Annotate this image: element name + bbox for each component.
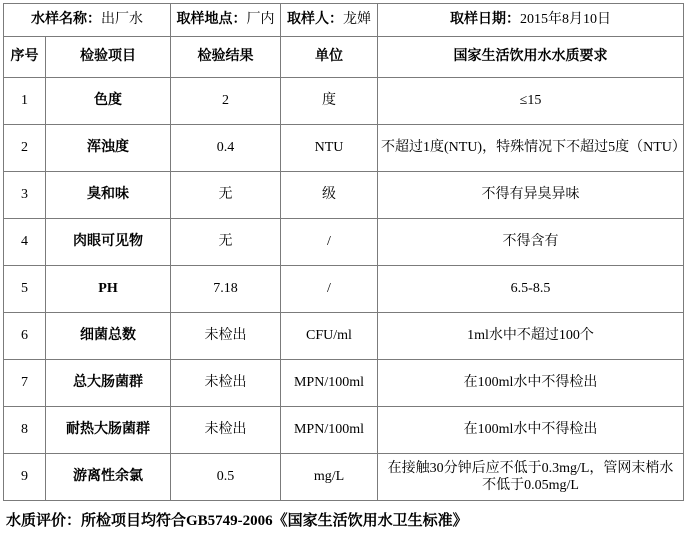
sample-name-value: 出厂水 xyxy=(101,12,143,28)
cell-unit: MPN/100ml xyxy=(281,360,378,407)
cell-result: 无 xyxy=(171,219,281,266)
cell-index: 5 xyxy=(4,266,46,313)
cell-result: 未检出 xyxy=(171,407,281,454)
cell-unit: / xyxy=(281,219,378,266)
cell-index: 9 xyxy=(4,454,46,501)
table-row xyxy=(4,313,684,360)
header-info-row xyxy=(4,4,684,37)
table-row xyxy=(4,219,684,266)
column-header-index: 序号 xyxy=(4,37,46,78)
column-header-row xyxy=(4,37,684,78)
table-row xyxy=(4,125,684,172)
cell-item: 色度 xyxy=(46,78,171,125)
cell-item: 浑浊度 xyxy=(46,125,171,172)
cell-result: 7.18 xyxy=(171,266,281,313)
cell-item: 总大肠菌群 xyxy=(46,360,171,407)
cell-result: 无 xyxy=(171,172,281,219)
cell-item: 肉眼可见物 xyxy=(46,219,171,266)
cell-unit: / xyxy=(281,266,378,313)
cell-result: 2 xyxy=(171,78,281,125)
water-quality-report xyxy=(0,3,686,538)
column-header-item: 检验项目 xyxy=(46,37,171,78)
table-row xyxy=(4,454,684,501)
cell-standard: 在100ml水中不得检出 xyxy=(378,360,684,407)
cell-index: 6 xyxy=(4,313,46,360)
sampler-label: 取样人： xyxy=(287,12,343,28)
cell-index: 8 xyxy=(4,407,46,454)
cell-item: PH xyxy=(46,266,171,313)
cell-result: 0.4 xyxy=(171,125,281,172)
sampler-value: 龙婵 xyxy=(343,12,371,28)
cell-index: 1 xyxy=(4,78,46,125)
cell-index: 3 xyxy=(4,172,46,219)
cell-index: 2 xyxy=(4,125,46,172)
report-table xyxy=(3,3,684,501)
sample-name-cell xyxy=(4,4,171,37)
column-header-result: 检验结果 xyxy=(171,37,281,78)
sample-place-label: 取样地点： xyxy=(176,12,247,28)
sample-place-cell xyxy=(171,4,281,37)
cell-item: 臭和味 xyxy=(46,172,171,219)
cell-index: 4 xyxy=(4,219,46,266)
cell-standard: 不得含有 xyxy=(378,219,684,266)
cell-standard: 在接触30分钟后应不低于0.3mg/L，管网末梢水不低于0.05mg/L xyxy=(378,454,684,501)
water-quality-evaluation: 水质评价：所检项目均符合GB5749-2006《国家生活饮用水卫生标准》 xyxy=(6,513,468,529)
cell-item: 耐热大肠菌群 xyxy=(46,407,171,454)
cell-standard: 不得有异臭异味 xyxy=(378,172,684,219)
cell-item: 细菌总数 xyxy=(46,313,171,360)
cell-standard: ≤15 xyxy=(378,78,684,125)
sample-date-value: 2015年8月10日 xyxy=(520,12,611,28)
sample-date-label: 取样日期： xyxy=(450,12,520,28)
table-row xyxy=(4,266,684,313)
column-header-unit: 单位 xyxy=(281,37,378,78)
sampler-cell xyxy=(281,4,378,37)
cell-item: 游离性余氯 xyxy=(46,454,171,501)
cell-unit: mg/L xyxy=(281,454,378,501)
cell-result: 未检出 xyxy=(171,360,281,407)
cell-standard: 在100ml水中不得检出 xyxy=(378,407,684,454)
cell-unit: MPN/100ml xyxy=(281,407,378,454)
table-row xyxy=(4,172,684,219)
sample-name-label: 水样名称： xyxy=(31,12,101,28)
column-header-standard: 国家生活饮用水水质要求 xyxy=(378,37,684,78)
cell-unit: 级 xyxy=(281,172,378,219)
sample-date-cell xyxy=(378,4,684,37)
table-row xyxy=(4,78,684,125)
cell-standard: 1ml水中不超过100个 xyxy=(378,313,684,360)
cell-unit: 度 xyxy=(281,78,378,125)
sample-place-value: 厂内 xyxy=(246,12,275,28)
cell-unit: NTU xyxy=(281,125,378,172)
cell-result: 未检出 xyxy=(171,313,281,360)
table-row xyxy=(4,360,684,407)
cell-index: 7 xyxy=(4,360,46,407)
cell-unit: CFU/ml xyxy=(281,313,378,360)
cell-standard: 不超过1度(NTU)，特殊情况下不超过5度（NTU） xyxy=(378,125,684,172)
table-row xyxy=(4,407,684,454)
cell-result: 0.5 xyxy=(171,454,281,501)
cell-standard: 6.5-8.5 xyxy=(378,266,684,313)
